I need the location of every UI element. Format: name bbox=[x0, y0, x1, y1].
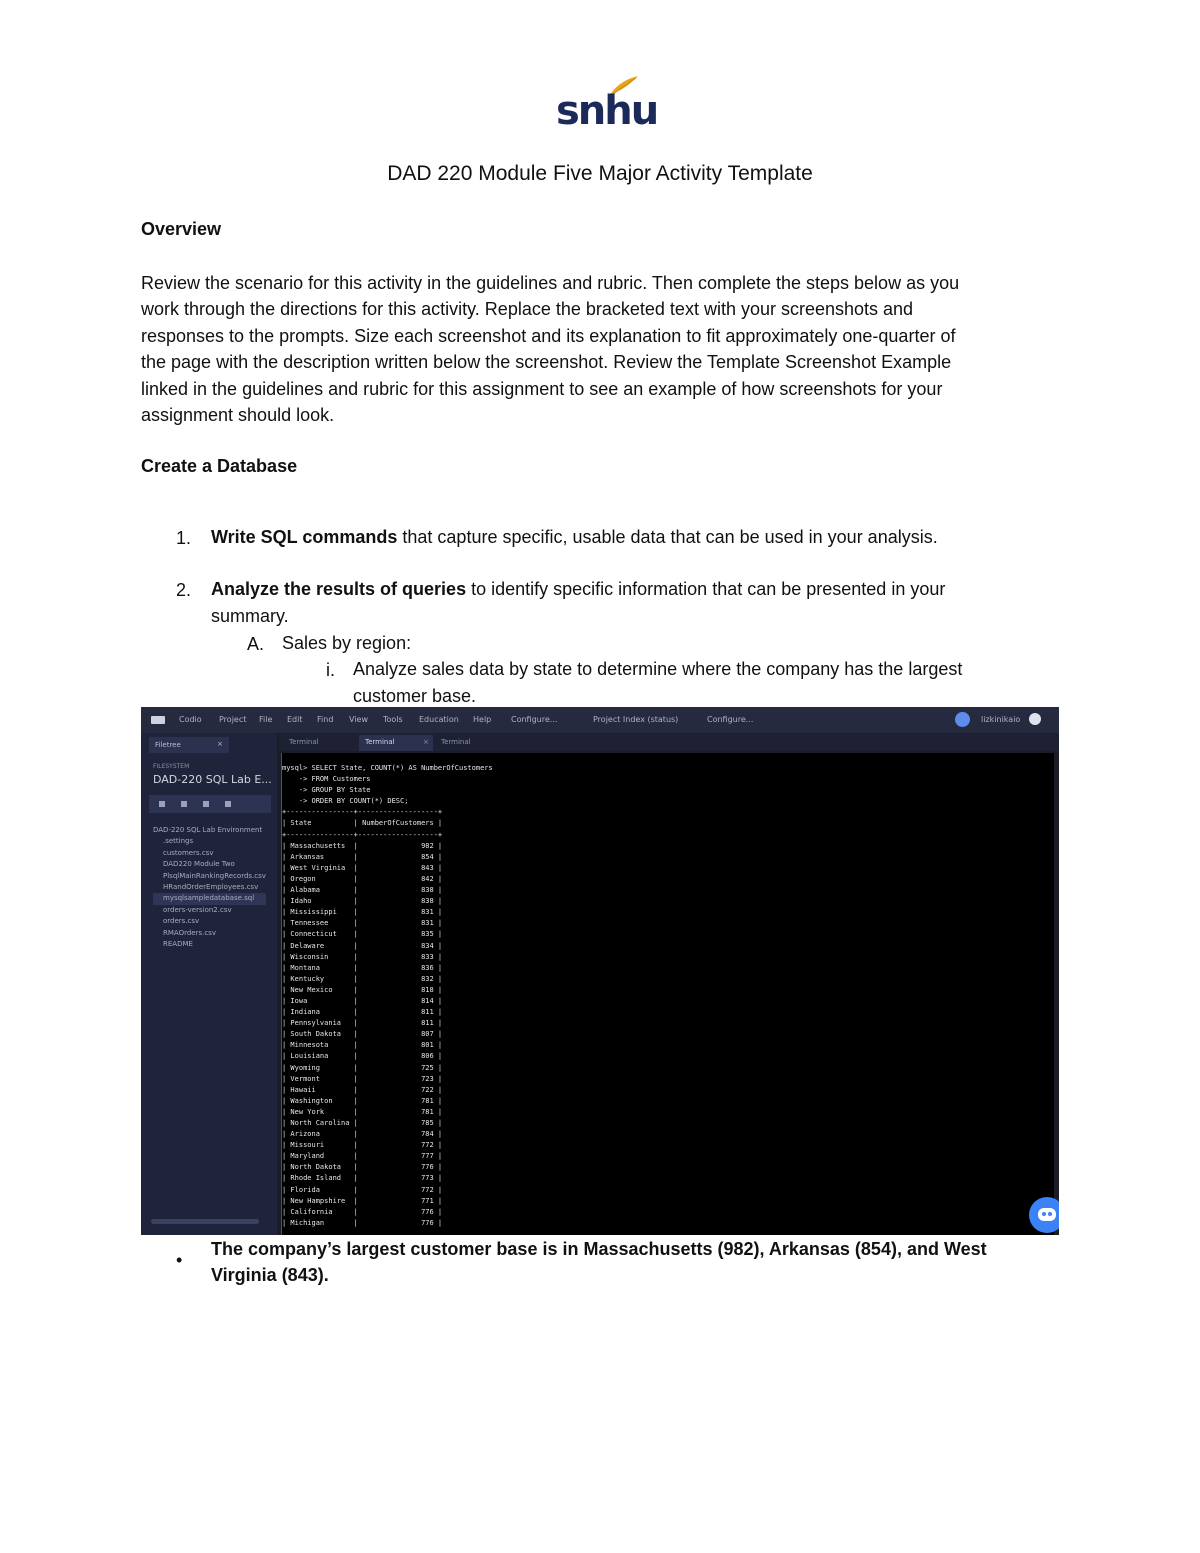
overview-line: assignment should look. bbox=[141, 405, 335, 426]
terminal-line: | West Virginia | 843 | bbox=[282, 863, 443, 872]
collapse-icon[interactable] bbox=[181, 801, 187, 807]
menu-item[interactable]: Education bbox=[419, 715, 459, 724]
logo-text: snhu bbox=[556, 88, 658, 134]
list-item-i: Analyze sales data by state to determine where the company has the largest bbox=[353, 659, 963, 679]
document-title: DAD 220 Module Five Major Activity Template bbox=[387, 162, 813, 185]
tree-item[interactable]: PlsqlMainRankingRecords.csv bbox=[163, 871, 266, 880]
overview-line: Review the scenario for this activity in the guidelines and rubric. Then complete the steps below as you bbox=[141, 273, 960, 293]
list-item-1 bbox=[211, 524, 938, 550]
list-item-1-text: that capture specific, usable data that can be used in your analysis. bbox=[397, 527, 938, 547]
terminal-lines bbox=[282, 763, 493, 1229]
terminal-line: | Vermont | 723 | bbox=[282, 1074, 443, 1083]
terminal-line: | Washington | 781 | bbox=[282, 1096, 443, 1105]
close-icon[interactable]: × bbox=[217, 740, 223, 748]
tree-item[interactable]: customers.csv bbox=[163, 848, 214, 857]
terminal-line: | Wyoming | 725 | bbox=[282, 1063, 443, 1072]
ide-menubar bbox=[141, 707, 1059, 733]
conclusion-line: The company’s largest customer base is in Massachusetts (982), Arkansas (854), and West bbox=[211, 1239, 987, 1259]
avatar[interactable] bbox=[1029, 713, 1041, 725]
terminal-line: +----------------+-------------------+ bbox=[282, 830, 443, 839]
terminal-line: | Alabama | 838 | bbox=[282, 886, 443, 895]
terminal-line: | California | 776 | bbox=[282, 1207, 443, 1216]
menu-item[interactable]: View bbox=[349, 715, 368, 724]
phone-icon[interactable] bbox=[955, 712, 970, 727]
terminal-line: | Idaho | 838 | bbox=[282, 897, 443, 906]
terminal-line: | Maryland | 777 | bbox=[282, 1152, 443, 1161]
overview-paragraph bbox=[141, 270, 1051, 428]
terminal-line: -> GROUP BY State bbox=[282, 786, 371, 795]
robot-icon bbox=[1038, 1208, 1056, 1221]
terminal-line: | Tennessee | 831 | bbox=[282, 919, 443, 928]
project-label: FILESYSTEM bbox=[153, 763, 190, 770]
tree-item[interactable]: .settings bbox=[163, 837, 194, 846]
terminal-line: mysql> SELECT State, COUNT(*) AS NumberOfCustomers bbox=[282, 764, 493, 772]
sidebar-scrollbar[interactable] bbox=[151, 1219, 259, 1224]
tree-item-selected[interactable]: mysqlsampledatabase.sql bbox=[153, 893, 266, 904]
list-item-i-continuation: customer base. bbox=[353, 686, 477, 706]
list-number-1: 1. bbox=[176, 528, 192, 548]
list-letter-a: A. bbox=[247, 634, 265, 654]
overview-line: the page with the description written below the screenshot. Review the Template Screenshot Example bbox=[141, 352, 952, 373]
list-item-1-bold: Write SQL commands bbox=[211, 527, 398, 547]
terminal-line: | Delaware | 834 | bbox=[282, 941, 443, 950]
terminal-screenshot bbox=[141, 707, 1059, 1235]
close-icon[interactable]: × bbox=[423, 738, 429, 746]
list-item-a: Sales by region: bbox=[282, 633, 412, 653]
menu-item[interactable]: Help bbox=[473, 715, 492, 724]
terminal-line: | Hawaii | 722 | bbox=[282, 1085, 443, 1094]
file-tree bbox=[153, 825, 266, 950]
terminal-line: | New Hampshire | 771 | bbox=[282, 1196, 443, 1205]
filetree-tab[interactable] bbox=[149, 737, 229, 753]
codio-logo-icon bbox=[151, 716, 165, 724]
menu-item[interactable]: Find bbox=[317, 715, 334, 724]
list-roman-i: i. bbox=[326, 660, 335, 680]
conclusion-text bbox=[211, 1236, 1061, 1289]
terminal-output[interactable] bbox=[281, 753, 1054, 1235]
tree-item[interactable]: README bbox=[163, 940, 193, 949]
terminal-line: | Minnesota | 801 | bbox=[282, 1041, 443, 1050]
terminal-line: | Iowa | 814 | bbox=[282, 996, 443, 1005]
terminal-line: -> FROM Customers bbox=[282, 775, 371, 784]
tree-item[interactable]: orders.csv bbox=[163, 917, 200, 926]
terminal-line: | Louisiana | 806 | bbox=[282, 1052, 443, 1061]
terminal-line: | Arizona | 784 | bbox=[282, 1130, 443, 1139]
terminal-line: | Missouri | 772 | bbox=[282, 1141, 443, 1150]
terminal-line: | South Dakota | 807 | bbox=[282, 1030, 443, 1039]
terminal-line: | Montana | 836 | bbox=[282, 963, 443, 972]
terminal-line: | State | NumberOfCustomers | bbox=[282, 819, 443, 828]
snhu-logo bbox=[556, 74, 658, 134]
menu-item[interactable]: Tools bbox=[383, 715, 403, 724]
tab-terminal-active[interactable]: Terminal bbox=[365, 738, 395, 746]
assistant-button[interactable] bbox=[1029, 1197, 1059, 1233]
list-item-2-continuation: summary. bbox=[211, 606, 289, 626]
tree-item[interactable]: RMAOrders.csv bbox=[163, 928, 216, 937]
menu-item[interactable]: Project bbox=[219, 715, 247, 724]
terminal-line: | Mississippi | 831 | bbox=[282, 908, 443, 917]
terminal-line: | North Dakota | 776 | bbox=[282, 1163, 443, 1172]
user-name[interactable]: lizkinikaio bbox=[981, 715, 1021, 724]
tree-item[interactable]: orders-version2.csv bbox=[163, 905, 232, 914]
overview-line: linked in the guidelines and rubric for this assignment to see an example of how screenshots for your bbox=[141, 378, 943, 399]
create-database-heading: Create a Database bbox=[141, 456, 298, 476]
terminal-line: | North Carolina | 785 | bbox=[282, 1119, 443, 1127]
conclusion-line: Virginia (843). bbox=[211, 1265, 329, 1286]
project-name: DAD-220 SQL Lab E... bbox=[153, 773, 272, 786]
configure-dropdown[interactable]: Configure... bbox=[511, 715, 558, 724]
list-number-2: 2. bbox=[176, 580, 192, 600]
file-tree-sidebar bbox=[141, 733, 277, 1235]
list-item-2-bold: Analyze the results of queries bbox=[211, 579, 467, 599]
terminal-line: | New Mexico | 818 | bbox=[282, 985, 443, 994]
terminal-line: | Connecticut | 835 | bbox=[282, 930, 443, 939]
overview-heading: Overview bbox=[141, 219, 222, 239]
menu-item[interactable]: Edit bbox=[287, 715, 303, 724]
refresh-icon[interactable] bbox=[225, 801, 231, 807]
terminal-line: | Massachusetts | 982 | bbox=[282, 841, 443, 850]
tab-terminal[interactable]: Terminal bbox=[289, 738, 319, 746]
filetree-tab-label: Filetree bbox=[155, 741, 181, 749]
menu-item[interactable]: Codio bbox=[179, 715, 202, 724]
terminal-line: | Oregon | 842 | bbox=[282, 874, 443, 883]
terminal-line: | New York | 781 | bbox=[282, 1107, 443, 1116]
terminal-line: | Florida | 772 | bbox=[282, 1185, 443, 1194]
file-toolbar bbox=[149, 795, 271, 813]
run-icon[interactable] bbox=[203, 801, 209, 807]
terminal-line: +----------------+-------------------+ bbox=[282, 808, 443, 817]
tree-item[interactable]: DAD220 Module Two bbox=[163, 860, 235, 869]
terminal-line: | Indiana | 811 | bbox=[282, 1008, 443, 1017]
project-index-dropdown[interactable]: Project Index (status) bbox=[593, 715, 679, 724]
terminal-line: -> ORDER BY COUNT(*) DESC; bbox=[282, 797, 409, 806]
terminal-line: | Arkansas | 854 | bbox=[282, 852, 443, 861]
terminal-tabs bbox=[279, 733, 1059, 751]
overview-line: responses to the prompts. Size each screenshot and its explanation to fit approximately one-quarter of bbox=[141, 325, 956, 346]
tree-item[interactable]: DAD-220 SQL Lab Environment bbox=[153, 826, 263, 834]
configure-dropdown[interactable]: Configure... bbox=[707, 715, 754, 724]
bullet-icon: • bbox=[176, 1250, 183, 1270]
terminal-line: | Pennsylvania | 811 | bbox=[282, 1019, 443, 1028]
terminal-line: | Rhode Island | 773 | bbox=[282, 1174, 443, 1183]
terminal-line: | Kentucky | 832 | bbox=[282, 974, 443, 983]
terminal-line: | Wisconsin | 833 | bbox=[282, 952, 443, 961]
tab-terminal[interactable]: Terminal bbox=[441, 738, 471, 746]
menu-item[interactable]: File bbox=[259, 715, 273, 724]
overview-line: work through the directions for this activity. Replace the bracketed text with your screenshots and bbox=[141, 299, 914, 320]
settings-icon[interactable] bbox=[159, 801, 165, 807]
list-item-2 bbox=[211, 576, 945, 602]
terminal-line: | Michigan | 776 | bbox=[282, 1218, 443, 1227]
tree-item[interactable]: HRandOrderEmployees.csv bbox=[163, 883, 259, 892]
list-item-2-text: to identify specific information that can be presented in your bbox=[466, 579, 946, 599]
